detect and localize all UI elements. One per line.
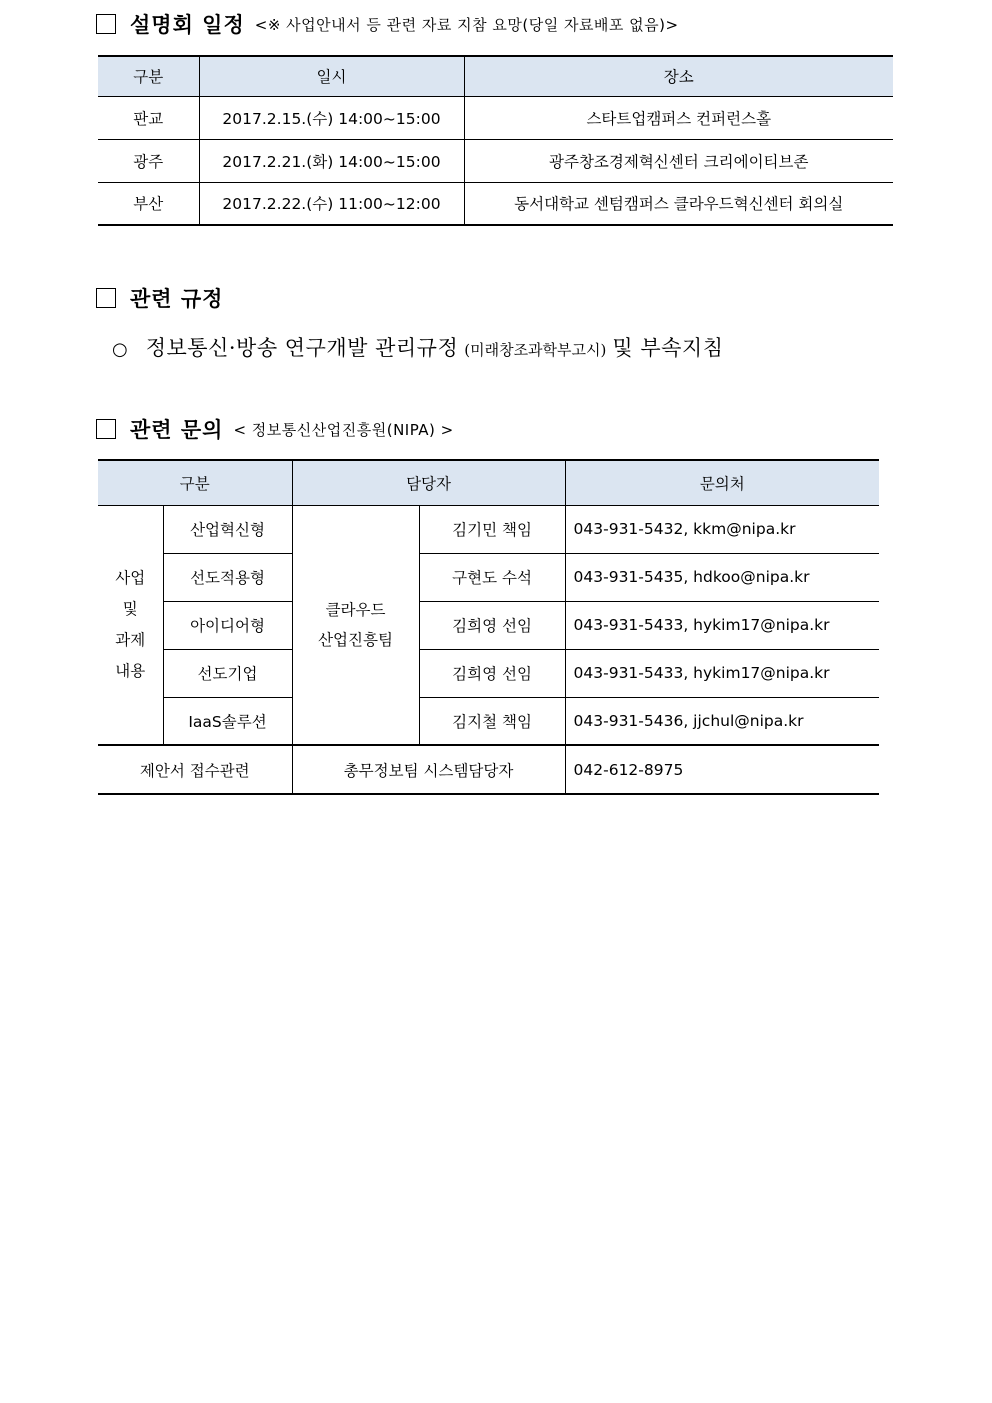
briefing-schedule-table <box>98 55 893 226</box>
team-line: 산업진흥팀 <box>318 630 393 649</box>
table-row <box>98 96 893 139</box>
person-cell: 김희영 선임 <box>419 601 565 649</box>
table-row <box>98 745 879 794</box>
group-label-line: 과제 <box>115 630 146 649</box>
table-row <box>98 139 893 182</box>
table-row <box>98 553 879 601</box>
briefing-note: <※ 사업안내서 등 관련 자료 지참 요망(당일 자료배포 없음)> <box>254 15 679 34</box>
person-cell: 김기민 책임 <box>419 505 565 553</box>
regulation-main-text: 정보통신·방송 연구개발 관리규정 <box>145 336 459 360</box>
category-cell: 선도적용형 <box>163 553 292 601</box>
person-cell: 김희영 선임 <box>419 649 565 697</box>
category-cell: 아이디어형 <box>163 601 292 649</box>
region-cell: 광주 <box>98 139 199 182</box>
header-datetime: 일시 <box>199 56 464 96</box>
contact-cell: 042-612-8975 <box>565 745 879 794</box>
regulation-title: 관련 규정 <box>130 286 224 311</box>
region-cell: 판교 <box>98 96 199 139</box>
person-cell: 총무정보팀 시스템담당자 <box>292 745 565 794</box>
table-header-row <box>98 56 893 96</box>
checkbox-icon <box>96 419 116 439</box>
datetime-cell: 2017.2.22.(수) 11:00~12:00 <box>199 182 464 225</box>
datetime-cell: 2017.2.15.(수) 14:00~15:00 <box>199 96 464 139</box>
place-cell: 스타트업캠퍼스 컨퍼런스홀 <box>464 96 893 139</box>
contact-cell: 043-931-5433, hykim17@nipa.kr <box>565 601 879 649</box>
contact-cell: 043-931-5435, hdkoo@nipa.kr <box>565 553 879 601</box>
regulation-section-header <box>96 283 223 313</box>
contact-cell: 043-931-5436, jjchul@nipa.kr <box>565 697 879 745</box>
table-row <box>98 505 879 553</box>
region-cell: 부산 <box>98 182 199 225</box>
place-cell: 동서대학교 센텀캠퍼스 클라우드혁신센터 회의실 <box>464 182 893 225</box>
group-label-line: 내용 <box>115 661 146 680</box>
table-row <box>98 697 879 745</box>
contact-cell: 043-931-5433, hykim17@nipa.kr <box>565 649 879 697</box>
datetime-cell: 2017.2.21.(화) 14:00~15:00 <box>199 139 464 182</box>
header-person: 담당자 <box>292 460 565 505</box>
table-row <box>98 182 893 225</box>
regulation-sub-text: (미래창조과학부고시) <box>464 341 607 359</box>
header-category: 구분 <box>98 56 199 96</box>
group-label-cell <box>98 505 163 745</box>
regulation-bullet-item <box>112 332 723 362</box>
inquiry-title: 관련 문의 <box>130 417 224 442</box>
contact-cell: 043-931-5432, kkm@nipa.kr <box>565 505 879 553</box>
inquiry-note: < 정보통신산업진흥원(NIPA) > <box>233 420 454 439</box>
team-cell <box>292 505 419 745</box>
group-label-line: 및 <box>122 599 138 618</box>
category-cell: 선도기업 <box>163 649 292 697</box>
regulation-tail-text: 및 부속지침 <box>612 336 724 360</box>
inquiry-section-header <box>96 414 454 444</box>
place-cell: 광주창조경제혁신센터 크리에이티브존 <box>464 139 893 182</box>
table-header-row <box>98 460 879 505</box>
bullet-circle-icon: ○ <box>112 339 128 360</box>
category-cell: 제안서 접수관련 <box>98 745 292 794</box>
person-cell: 구현도 수석 <box>419 553 565 601</box>
team-line: 클라우드 <box>325 600 386 619</box>
category-cell: 산업혁신형 <box>163 505 292 553</box>
header-contact: 문의처 <box>565 460 879 505</box>
checkbox-icon <box>96 288 116 308</box>
table-row <box>98 649 879 697</box>
person-cell: 김지철 책임 <box>419 697 565 745</box>
table-row <box>98 601 879 649</box>
header-category: 구분 <box>98 460 292 505</box>
header-place: 장소 <box>464 56 893 96</box>
category-cell: IaaS솔루션 <box>163 697 292 745</box>
inquiry-contact-table <box>98 459 879 795</box>
briefing-title: 설명회 일정 <box>130 12 245 37</box>
checkbox-icon <box>96 14 116 34</box>
group-label-line: 사업 <box>115 568 146 587</box>
briefing-section-header <box>96 9 679 39</box>
